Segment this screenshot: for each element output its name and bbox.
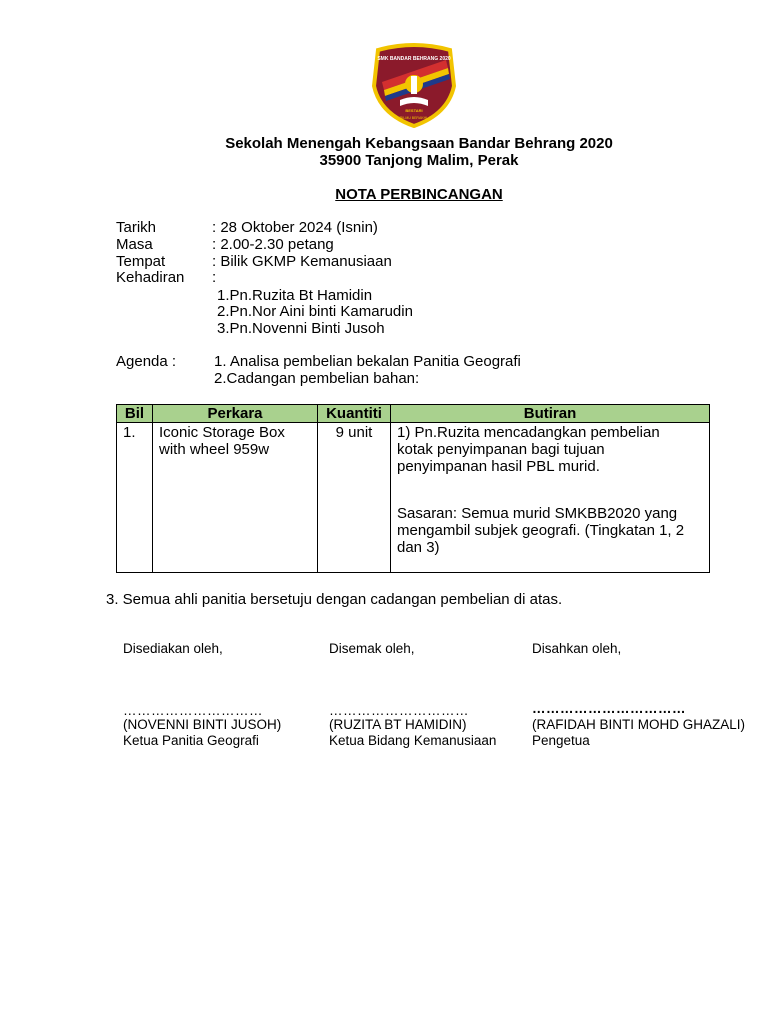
butiran-line: kotak penyimpanan bagi tujuan <box>397 441 605 458</box>
table-header-row <box>117 405 710 423</box>
signatory-name: (NOVENNI BINTI JUSOH) <box>123 717 282 732</box>
signature-heading: Disediakan oleh, <box>123 641 223 656</box>
table-row <box>117 423 710 573</box>
signature-line: ………………………… <box>329 703 469 718</box>
attendance-label: Kehadiran <box>116 269 185 286</box>
header-perkara: Perkara <box>153 405 318 423</box>
signatory-role: Pengetua <box>532 733 590 748</box>
signatory-role: Ketua Bidang Kemanusiaan <box>329 733 497 748</box>
signatory-name: (RAFIDAH BINTI MOHD GHAZALI) <box>532 717 746 732</box>
agenda-label: Agenda : <box>116 353 177 370</box>
cell-kuantiti: 9 unit <box>318 423 391 573</box>
header-bil: Bil <box>117 405 153 423</box>
signatory-name: (RUZITA BT HAMIDIN) <box>329 717 467 732</box>
butiran-line: Sasaran: Semua murid SMKBB2020 yang <box>397 505 678 522</box>
signatory-role: Ketua Panitia Geografi <box>123 733 259 748</box>
cell-perkara <box>153 423 318 573</box>
school-name: Sekolah Menengah Kebangsaan Bandar Behrang 2020 <box>225 135 613 152</box>
butiran-line: 1) Pn.Ruzita mencadangkan pembelian <box>397 424 660 441</box>
document-title: NOTA PERBINCANGAN <box>335 186 503 203</box>
signature-line: ………………………… <box>123 703 263 718</box>
attendee-item: 3.Pn.Novenni Binti Jusoh <box>217 320 385 337</box>
attendee-item: 1.Pn.Ruzita Bt Hamidin <box>217 287 373 304</box>
perkara-line: with wheel 959w <box>159 441 270 458</box>
time-label: Masa <box>116 236 153 253</box>
svg-text:BESTARI: BESTARI <box>405 108 423 113</box>
agenda-item: 2.Cadangan pembelian bahan: <box>214 370 420 387</box>
svg-text:BERILMU BERAKHLAK: BERILMU BERAKHLAK <box>395 116 433 120</box>
header-butiran: Butiran <box>391 405 710 423</box>
header-kuantiti: Kuantiti <box>318 405 391 423</box>
butiran-line: penyimpanan hasil PBL murid. <box>397 458 600 475</box>
cell-butiran <box>391 423 710 573</box>
agenda-item: 1. Analisa pembelian bekalan Panitia Geografi <box>214 353 521 370</box>
date-label: Tarikh <box>116 219 157 236</box>
time-value: : 2.00-2.30 petang <box>212 236 334 253</box>
place-value: : Bilik GKMP Kemanusiaan <box>212 253 392 270</box>
cell-bil: 1. <box>117 423 153 573</box>
butiran-line: dan 3) <box>397 539 440 556</box>
signature-line: …………………………… <box>532 701 686 716</box>
date-value: : 28 Oktober 2024 (Isnin) <box>212 219 378 236</box>
attendee-item: 2.Pn.Nor Aini binti Kamarudin <box>217 303 413 320</box>
butiran-line: mengambil subjek geografi. (Tingkatan 1, 2 <box>397 522 685 539</box>
attendance-value: : <box>212 269 217 286</box>
school-crest-icon <box>368 42 460 128</box>
school-logo <box>368 42 460 128</box>
svg-text:SMK BANDAR BEHRANG 2020: SMK BANDAR BEHRANG 2020 <box>377 56 451 62</box>
perkara-line: Iconic Storage Box <box>159 424 285 441</box>
signature-heading: Disahkan oleh, <box>532 641 622 656</box>
signature-heading: Disemak oleh, <box>329 641 415 656</box>
school-address: 35900 Tanjong Malim, Perak <box>319 152 519 169</box>
purchase-table <box>116 404 710 573</box>
resolution-text: 3. Semua ahli panitia bersetuju dengan cadangan pembelian di atas. <box>106 591 563 608</box>
place-label: Tempat <box>116 253 166 270</box>
